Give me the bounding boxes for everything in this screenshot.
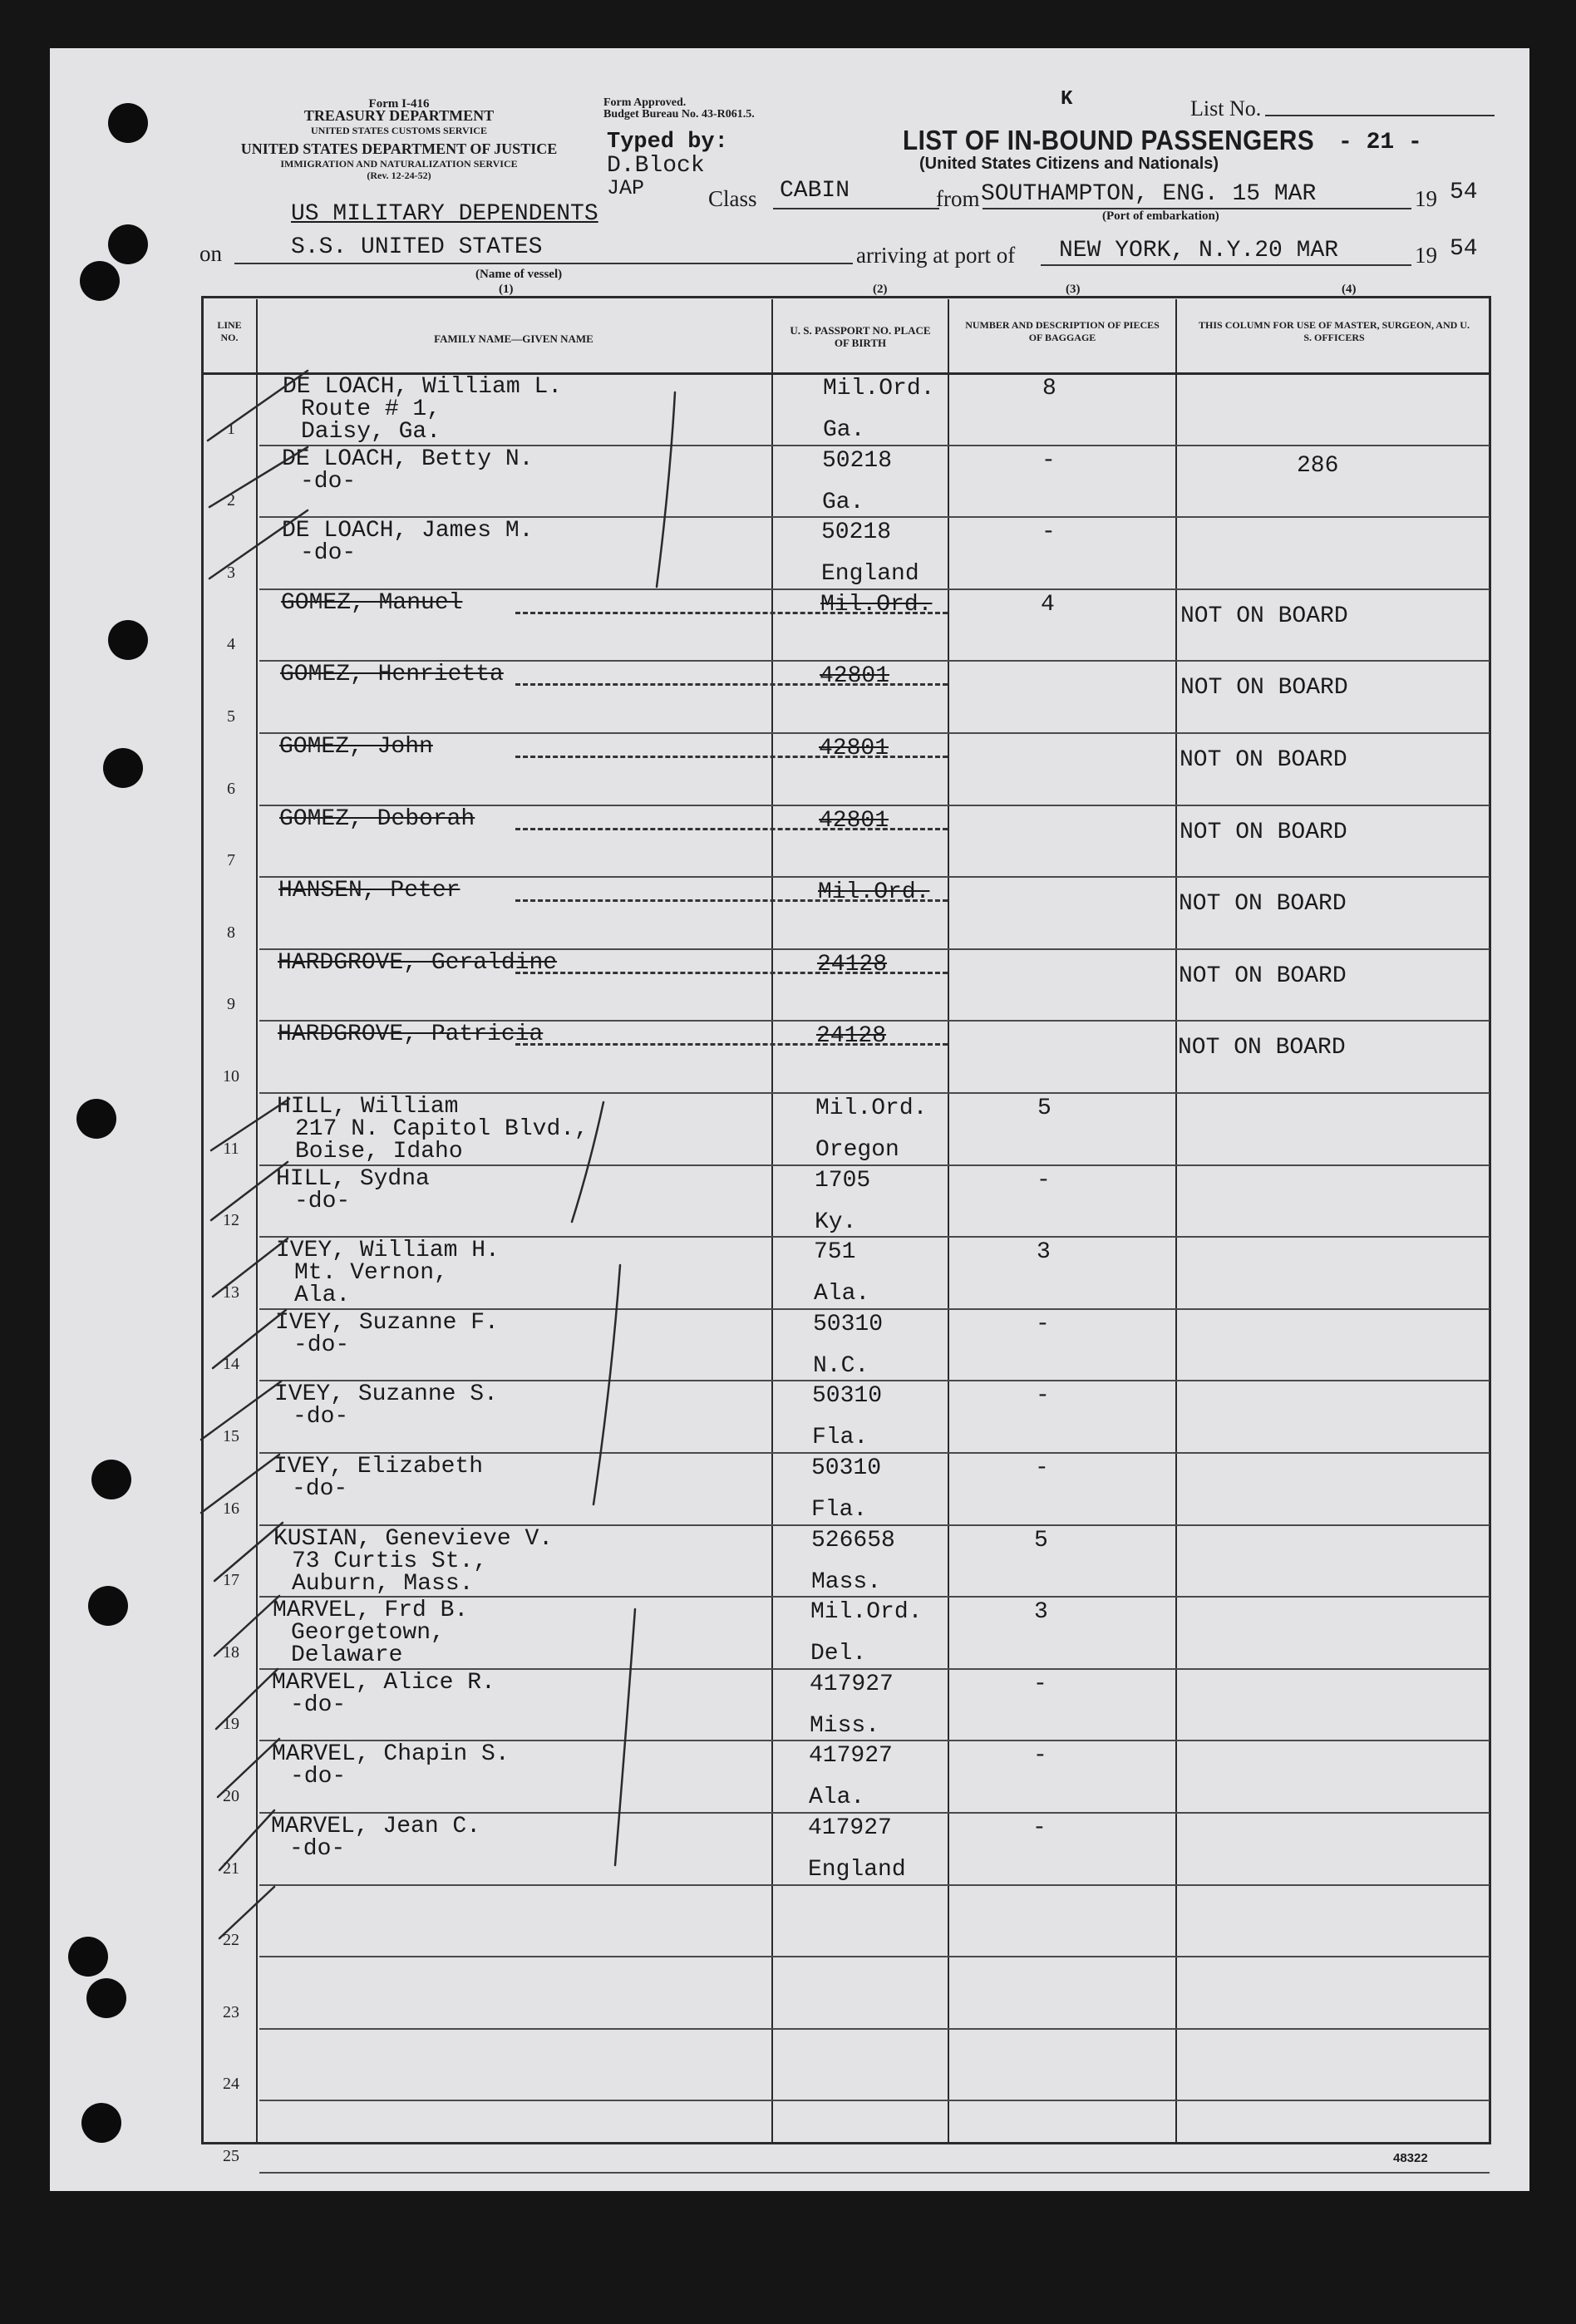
passport-number: 50310	[812, 1383, 883, 1409]
place-of-birth: Oregon	[815, 1137, 899, 1163]
revision: (Rev. 12-24-52)	[367, 170, 431, 181]
passport-number: 42801	[819, 808, 889, 834]
passenger-name-line: MARVEL, Jean C.	[271, 1814, 481, 1839]
officer-remark: NOT ON BOARD	[1180, 747, 1347, 773]
document-title: LIST OF IN-BOUND PASSENGERS	[903, 125, 1315, 155]
place-of-birth: Mass.	[811, 1569, 882, 1595]
punch-hole	[108, 224, 148, 264]
punch-hole	[81, 2103, 121, 2143]
column-number-2: (2)	[873, 283, 888, 296]
passenger-name-line: GOMEZ, Deborah	[279, 806, 475, 832]
place-of-birth: N.C.	[813, 1353, 869, 1379]
passenger-name-line: Auburn, Mass.	[292, 1571, 474, 1597]
justice-department: UNITED STATES DEPARTMENT OF JUSTICE	[240, 140, 558, 157]
line-number: 14	[223, 1355, 239, 1373]
passport-number: 24128	[816, 1023, 887, 1049]
passenger-name-line: IVEY, William H.	[276, 1238, 500, 1263]
vessel-caption: (Name of vessel)	[475, 268, 563, 281]
passenger-name-line: Daisy, Ga.	[301, 419, 441, 445]
passenger-name-line: MARVEL, Frd B.	[273, 1598, 469, 1623]
place-of-birth: England	[821, 561, 919, 587]
list-no-label: List No.	[1190, 96, 1262, 121]
passport-number: 417927	[810, 1672, 894, 1697]
column-header-line-no: LINE NO.	[217, 319, 242, 343]
line-number: 18	[223, 1643, 239, 1662]
line-number: 1	[227, 420, 235, 438]
passenger-name-line: IVEY, Suzanne F.	[275, 1310, 499, 1336]
punch-hole	[108, 103, 148, 143]
column-header-officers: THIS COLUMN FOR USE OF MASTER, SURGEON, AND U. S. OFFICERS	[1199, 319, 1470, 343]
line-number: 8	[227, 923, 235, 942]
passenger-name-line: 217 N. Capitol Blvd.,	[295, 1116, 589, 1142]
line-number: 3	[227, 564, 235, 582]
line-number: 12	[223, 1211, 239, 1229]
column-header-baggage: NUMBER AND DESCRIPTION OF PIECES OF BAGGAGE	[965, 319, 1160, 343]
budget-bureau: Budget Bureau No. 43-R061.5.	[603, 108, 755, 121]
baggage-count: -	[1037, 1168, 1051, 1194]
from-label: from	[936, 186, 980, 211]
typed-by-name: D.Block	[607, 153, 705, 179]
baggage-count: -	[1042, 448, 1056, 474]
passport-number: 50218	[821, 519, 892, 545]
passenger-name-line: HANSEN, Peter	[278, 878, 460, 904]
passenger-name-line: MARVEL, Alice R.	[272, 1670, 495, 1696]
passenger-name-line: MARVEL, Chapin S.	[272, 1741, 510, 1767]
form-number: Form I-416	[368, 97, 430, 111]
passenger-name-line: HILL, Sydna	[276, 1166, 430, 1192]
line-number: 17	[223, 1571, 239, 1589]
baggage-count: 5	[1037, 1096, 1051, 1121]
passenger-name-line: Mt. Vernon,	[294, 1260, 448, 1286]
class-value: CABIN	[780, 178, 850, 204]
arriving-label: arriving at port of	[856, 243, 1016, 268]
baggage-count: -	[1036, 1312, 1050, 1337]
place-of-birth: Fla.	[811, 1497, 868, 1523]
passenger-name-line: HARDGROVE, Patricia	[278, 1022, 544, 1047]
place-of-birth: Ky.	[815, 1209, 857, 1235]
passenger-name-line: -do-	[300, 469, 357, 495]
passenger-name-line: Route # 1,	[301, 396, 441, 422]
line-number: 23	[223, 2003, 239, 2021]
line-number: 16	[223, 1499, 239, 1518]
passport-number: Mil.Ord.	[810, 1599, 923, 1625]
passport-number: 50310	[811, 1455, 882, 1481]
arriving-year-prefix: 19	[1415, 243, 1437, 268]
officer-remark: NOT ON BOARD	[1179, 891, 1347, 917]
passenger-name-line: -do-	[289, 1836, 346, 1862]
punch-hole	[76, 1099, 116, 1139]
punch-hole	[80, 261, 120, 301]
column-number-4: (4)	[1342, 283, 1357, 296]
baggage-count: -	[1036, 1383, 1050, 1409]
port-embark-caption: (Port of embarkation)	[1102, 209, 1219, 223]
passenger-name-line: HILL, William	[277, 1094, 459, 1120]
officer-remark: 286	[1297, 453, 1339, 479]
line-number: 9	[227, 995, 235, 1013]
passenger-name-line: Ala.	[294, 1283, 351, 1308]
immigration-service: IMMIGRATION AND NATURALIZATION SERVICE	[280, 158, 518, 170]
treasury-department: TREASURY DEPARTMENT	[303, 107, 495, 124]
passenger-name-line: -do-	[293, 1332, 350, 1358]
passport-number: 526658	[811, 1528, 895, 1553]
place-of-birth: Ga.	[823, 417, 865, 443]
passenger-name-line: KUSIAN, Genevieve V.	[273, 1526, 554, 1552]
place-of-birth: Ala.	[809, 1785, 865, 1810]
passport-number: 50218	[822, 448, 893, 474]
passenger-name-line: IVEY, Suzanne S.	[274, 1381, 498, 1407]
passenger-name-line: DE LOACH, James M.	[282, 518, 534, 544]
baggage-count: 4	[1041, 592, 1055, 618]
passport-number: Mil.Ord.	[820, 592, 933, 618]
form-approved: Form Approved.	[603, 96, 687, 109]
passenger-name-line: GOMEZ, Manuel	[281, 590, 463, 616]
passenger-name-line: -do-	[293, 1404, 349, 1430]
line-number: 20	[223, 1787, 239, 1805]
typed-by-initials: JAP	[607, 176, 645, 200]
from-year: 54	[1450, 180, 1478, 205]
line-number: 21	[223, 1859, 239, 1878]
baggage-count: -	[1035, 1455, 1049, 1481]
list-no-value: - 21 -	[1338, 130, 1422, 155]
place-of-birth: Fla.	[812, 1425, 869, 1450]
punch-hole	[68, 1937, 108, 1977]
passenger-name-line: HARDGROVE, Geraldine	[278, 950, 558, 976]
officer-remark: NOT ON BOARD	[1178, 1035, 1346, 1061]
officer-remark: NOT ON BOARD	[1180, 603, 1348, 629]
document-subtitle: (United States Citizens and Nationals)	[919, 155, 1219, 173]
passenger-name-line: GOMEZ, John	[279, 734, 433, 760]
passport-number: 24128	[817, 952, 888, 977]
line-number: 6	[227, 780, 235, 798]
passport-number: Mil.Ord.	[818, 879, 930, 905]
passport-number: Mil.Ord.	[815, 1096, 928, 1121]
punch-hole	[88, 1586, 128, 1626]
punch-hole	[86, 1978, 126, 2018]
on-label: on	[199, 241, 222, 266]
place-of-birth: England	[808, 1857, 906, 1883]
from-value: SOUTHAMPTON, ENG. 15 MAR	[981, 181, 1317, 207]
officer-remark: NOT ON BOARD	[1180, 675, 1348, 701]
place-of-birth: Ga.	[822, 490, 864, 515]
column-header-name: FAMILY NAME—GIVEN NAME	[434, 332, 593, 345]
column-header-passport: U. S. PASSPORT NO. PLACE OF BIRTH	[790, 324, 931, 349]
baggage-count: -	[1032, 1815, 1047, 1841]
line-number: 4	[227, 635, 235, 653]
passenger-name-line: -do-	[300, 540, 357, 566]
officer-remark: NOT ON BOARD	[1180, 820, 1347, 845]
baggage-count: -	[1033, 1743, 1047, 1769]
baggage-count: 3	[1037, 1239, 1051, 1265]
line-number: 2	[227, 491, 235, 510]
passenger-name-line: 73 Curtis St.,	[292, 1549, 488, 1574]
passenger-name-line: Boise, Idaho	[295, 1139, 463, 1164]
mark-k: K	[1061, 88, 1073, 111]
line-number: 22	[223, 1931, 239, 1949]
line-number: 19	[223, 1715, 239, 1733]
baggage-count: 3	[1034, 1599, 1048, 1625]
line-number: 24	[223, 2075, 239, 2093]
column-number-3: (3)	[1066, 283, 1081, 296]
footer-code: 48322	[1393, 2151, 1428, 2165]
line-number: 25	[223, 2147, 239, 2165]
passenger-name-line: GOMEZ, Henrietta	[280, 662, 504, 687]
line-number: 10	[223, 1067, 239, 1086]
typed-by-label: Typed by:	[607, 130, 728, 155]
place-of-birth: Ala.	[814, 1281, 870, 1307]
baggage-count: 5	[1034, 1528, 1048, 1553]
baggage-count: -	[1042, 519, 1056, 545]
from-year-prefix: 19	[1415, 186, 1437, 211]
vessel-name: S.S. UNITED STATES	[291, 234, 543, 260]
passenger-name-line: -do-	[292, 1476, 348, 1502]
passport-number: 1705	[815, 1168, 871, 1194]
punch-hole	[108, 620, 148, 660]
passport-number: 42801	[819, 736, 889, 761]
baggage-count: -	[1033, 1672, 1047, 1697]
passport-number: 42801	[820, 663, 890, 689]
passport-number: Mil.Ord.	[823, 376, 935, 401]
line-number: 5	[227, 707, 235, 726]
passport-number: 417927	[808, 1815, 892, 1841]
punch-hole	[103, 748, 143, 788]
punch-hole	[91, 1460, 131, 1499]
passenger-name-line: -do-	[294, 1189, 351, 1214]
group-name: US MILITARY DEPENDENTS	[291, 201, 598, 227]
passenger-name-line: Delaware	[291, 1642, 403, 1668]
passport-number: 417927	[809, 1743, 893, 1769]
class-label: Class	[708, 186, 757, 211]
line-number: 13	[223, 1283, 239, 1302]
passenger-name-line: DE LOACH, Betty N.	[282, 446, 534, 472]
line-number: 7	[227, 851, 235, 869]
passenger-name-line: Georgetown,	[291, 1620, 445, 1646]
passport-number: 751	[814, 1239, 856, 1265]
baggage-count: 8	[1042, 376, 1056, 401]
passenger-name-line: -do-	[290, 1764, 347, 1790]
passenger-name-line: IVEY, Elizabeth	[273, 1454, 484, 1480]
column-number-1: (1)	[499, 283, 514, 296]
passport-number: 50310	[813, 1312, 884, 1337]
passenger-name-line: -do-	[290, 1692, 347, 1718]
passenger-name-line: DE LOACH, William L.	[283, 374, 563, 400]
customs-service: UNITED STATES CUSTOMS SERVICE	[311, 125, 487, 136]
place-of-birth: Del.	[810, 1641, 867, 1667]
arriving-year: 54	[1450, 236, 1478, 262]
line-number: 11	[223, 1140, 239, 1158]
line-number: 15	[223, 1427, 239, 1445]
officer-remark: NOT ON BOARD	[1179, 963, 1347, 989]
place-of-birth: Miss.	[810, 1713, 880, 1739]
arriving-value: NEW YORK, N.Y.20 MAR	[1059, 238, 1339, 263]
